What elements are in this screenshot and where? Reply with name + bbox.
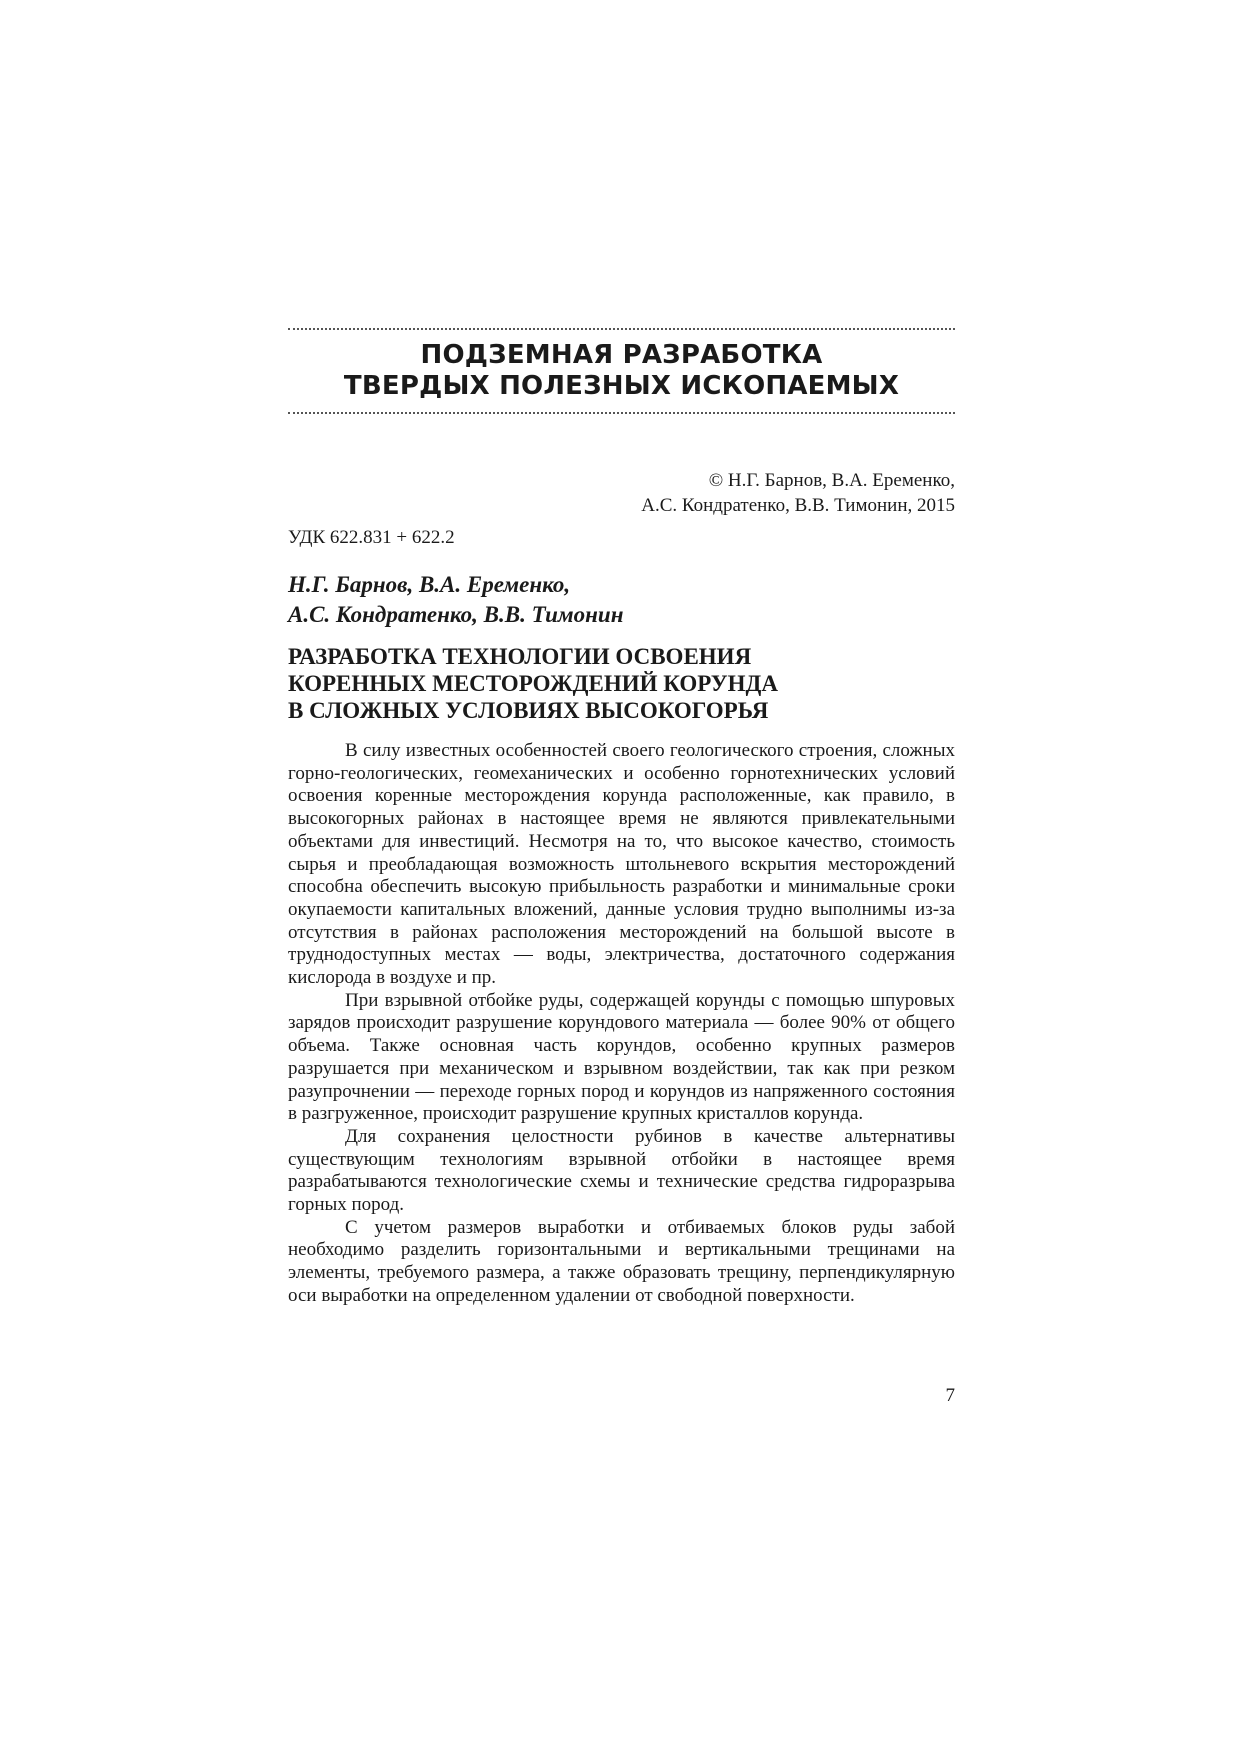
authors-line: А.С. Кондратенко, В.В. Тимонин <box>288 602 624 627</box>
bottom-dotted-rule <box>288 412 955 414</box>
top-dotted-rule <box>288 328 955 330</box>
paragraph: Для сохранения целостности рубинов в качестве альтернативы существующим технологиям взрывной отбойки в настоящее время разрабатываются технологические схемы и технические средства гидроразрыва горных пород. <box>288 1125 955 1216</box>
paragraph: В силу известных особенностей своего геологического строения, сложных горно-геологических, геомеханических и особенно горнотехнических условий освоения коренные месторождения корунда расположенные, как правило, в высокогорных районах в настоящее время не являются привлекательными объектами для инвестиций. Несмотря на то, что высокое качество, стоимость сырья и преобладающая возможность штольневого вскрытия месторождений способна обеспечить высокую прибыльность разработки и минимальные сроки окупаемости капитальных вложений, данные условия трудно выполнимы из-за отсутствия в районах расположения месторождений на большой высоте в труднодоступных местах — воды, электричества, достаточного содержания кислорода в воздухе и пр. <box>288 740 955 989</box>
copyright-notice <box>288 468 955 518</box>
article-title <box>288 643 778 724</box>
page-number: 7 <box>945 1385 955 1406</box>
article-title-line: В СЛОЖНЫХ УСЛОВИЯХ ВЫСОКОГОРЬЯ <box>288 698 769 723</box>
copyright-line: А.С. Кондратенко, В.В. Тимонин, 2015 <box>641 495 955 516</box>
article-title-line: КОРЕННЫХ МЕСТОРОЖДЕНИЙ КОРУНДА <box>288 671 778 696</box>
article-body <box>288 740 955 1308</box>
paragraph: С учетом размеров выработки и отбиваемых блоков руды забой необходимо разделить горизонтальными и вертикальными трещинами на элементы, требуемого размера, а также образовать трещину, перпендикулярную оси выработки на определенном удалении от свободной поверхности. <box>288 1216 955 1306</box>
authors-line: Н.Г. Барнов, В.А. Еременко, <box>288 572 571 597</box>
section-title <box>288 340 955 402</box>
article-title-line: РАЗРАБОТКА ТЕХНОЛОГИИ ОСВОЕНИЯ <box>288 644 752 669</box>
section-title-line: ТВЕРДЫХ ПОЛЕЗНЫХ ИСКОПАЕМЫХ <box>343 371 900 401</box>
section-title-line: ПОДЗЕМНАЯ РАЗРАБОТКА <box>420 340 823 370</box>
section-header <box>288 328 955 414</box>
authors <box>288 570 624 630</box>
udk-code: УДК 622.831 + 622.2 <box>288 527 455 548</box>
book-page <box>288 0 955 1755</box>
copyright-line: © Н.Г. Барнов, В.А. Еременко, <box>708 470 955 491</box>
paragraph: При взрывной отбойке руды, содержащей корунды с помощью шпуровых зарядов происходит разрушение корундового материала — более 90% от общего объема. Также основная часть корундов, особенно крупных размеров разрушается при механическом и взрывном воздействии, так как при резком разупрочнении — переходе горных пород и корундов из напряженного состояния в разгруженное, происходит разрушение крупных кристаллов корунда. <box>288 989 955 1125</box>
